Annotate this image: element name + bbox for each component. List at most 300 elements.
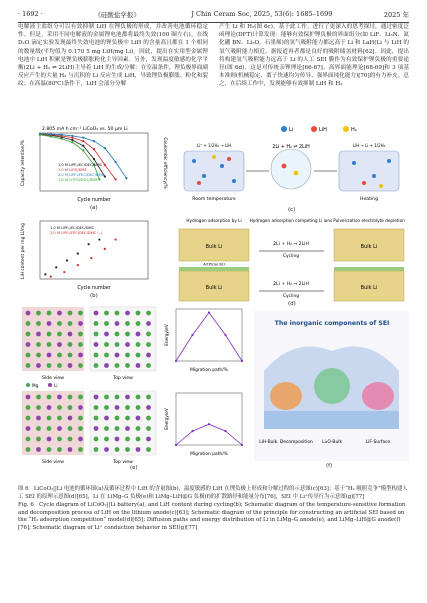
lattice-atom: [47, 447, 52, 452]
data-point: [104, 248, 106, 250]
energy-1-xlabel: Migration path/%: [190, 368, 228, 373]
lattice-atom: [125, 353, 130, 358]
data-point: [82, 140, 84, 142]
data-point: [175, 360, 177, 362]
legend-li: Li: [289, 127, 294, 133]
sei-title: The inorganic components of SEI: [274, 320, 390, 327]
lattice-atom: [57, 321, 62, 326]
data-point: [55, 266, 57, 268]
panel-d: [174, 215, 409, 307]
lattice-atom: [115, 426, 120, 431]
data-point: [125, 177, 127, 179]
data-point: [93, 148, 95, 150]
lattice-atom: [68, 395, 73, 400]
li-atom: [220, 164, 224, 168]
lattice-atom: [125, 426, 130, 431]
chart-a-legend-2: 1.0 M LiFSI/DME: [58, 168, 87, 172]
lattice-atom: [136, 395, 141, 400]
chart-b-legend-2: 2.0 M LiPF₆/FEC/DEC/DMC (..): [50, 231, 103, 235]
data-point: [77, 264, 79, 266]
lattice-atom: [36, 405, 41, 410]
lattice-atom: [68, 342, 73, 347]
lattice-atom: [36, 353, 41, 358]
lattice-atom: [36, 437, 41, 442]
data-point: [82, 149, 84, 151]
room-temperature-label: Room temperature: [192, 197, 236, 202]
lattice-atom: [47, 405, 52, 410]
li-substrate: [264, 411, 399, 429]
panel-label-d: (d): [288, 301, 296, 307]
lattice-atom: [47, 332, 52, 337]
lattice-atom: [26, 353, 31, 358]
data-point: [208, 311, 210, 313]
d-equation-2: 2Li + H₂ → 2LiH: [273, 282, 309, 287]
lattice-atom: [68, 405, 73, 410]
d-title-1: Hydrogen adsorption by Li: [186, 218, 242, 223]
lattice-atom: [36, 363, 41, 368]
lattice-atom: [146, 363, 151, 368]
data-point: [115, 161, 117, 163]
lattice-atom: [94, 363, 99, 368]
lattice-atom: [115, 405, 120, 410]
lattice-atom: [47, 437, 52, 442]
lattice-atom: [94, 342, 99, 347]
lattice-atom: [68, 353, 73, 358]
lattice-atom: [136, 311, 141, 316]
chart-b-legend-1: 1.0 M LiPF₆/EC/DEC/DMC: [50, 226, 95, 230]
lattice-atom: [68, 437, 73, 442]
lattice-atom: [94, 321, 99, 326]
lattice-atom: [57, 353, 62, 358]
data-point: [71, 141, 73, 143]
figure-6: [18, 121, 409, 479]
lattice-atom: [36, 321, 41, 326]
data-point: [241, 444, 243, 446]
data-point: [77, 252, 79, 254]
data-point: [93, 140, 95, 142]
data-point: [63, 271, 65, 273]
lattice-atom: [94, 447, 99, 452]
data-point: [66, 259, 68, 261]
panel-a: [18, 121, 168, 211]
chart-a-xlabel: Cycle number: [77, 198, 111, 203]
panel-label-f: (f): [326, 463, 333, 469]
data-point: [175, 444, 177, 446]
crystal-side-2: [22, 391, 84, 455]
lattice-atom: [146, 342, 151, 347]
lattice-atom: [78, 332, 83, 337]
chart-a-legend: [58, 163, 105, 182]
lattice-atom: [115, 437, 120, 442]
data-point: [61, 138, 63, 140]
lattice-atom: [125, 321, 130, 326]
lattice-atom: [146, 353, 151, 358]
data-point: [115, 178, 117, 180]
lattice-atom: [36, 416, 41, 421]
lattice-atom: [36, 447, 41, 452]
lattice-atom: [104, 395, 109, 400]
lattice-atom: [125, 363, 130, 368]
panel-f: [254, 311, 409, 473]
lattice-atom: [36, 395, 41, 400]
year: 2025 年: [383, 10, 409, 19]
lattice-atom: [136, 447, 141, 452]
lattice-atom: [104, 447, 109, 452]
lattice-atom: [47, 416, 52, 421]
lattice-atom: [57, 437, 62, 442]
d-title-3: Pulverization electrolyte depletion: [333, 218, 405, 223]
li-atom: [202, 174, 206, 178]
lattice-atom: [68, 311, 73, 316]
li-atom: [192, 159, 196, 163]
lattice-atom: [104, 311, 109, 316]
lattice-atom: [125, 332, 130, 337]
lattice-atom: [78, 342, 83, 347]
lattice-atom: [26, 447, 31, 452]
lattice-atom: [78, 405, 83, 410]
data-point: [98, 178, 100, 180]
li-atom: [387, 159, 391, 163]
li-atom: [352, 161, 356, 165]
data-point: [93, 158, 95, 160]
lattice-atom: [47, 342, 52, 347]
lattice-atom: [104, 342, 109, 347]
series-line-0: [176, 424, 242, 445]
crystal-top-1: [90, 307, 156, 371]
lattice-atom: [57, 332, 62, 337]
data-point: [224, 430, 226, 432]
energy-chart-1-frame: [176, 309, 242, 361]
lattice-atom: [94, 311, 99, 316]
journal-cn: 《硅酸盐学报》: [94, 10, 140, 19]
lattice-atom: [125, 447, 130, 452]
crystal-side-1: [22, 307, 84, 371]
lattice-atom: [146, 332, 151, 337]
series-line-0: [176, 313, 242, 362]
lattice-atom: [94, 416, 99, 421]
chart-b-marks: [44, 238, 116, 277]
legend-mg: Mg: [32, 383, 39, 388]
chart-a-ylabel-right: Coulombic efficiency/%: [162, 137, 167, 189]
lattice-atom: [26, 426, 31, 431]
lattice-atom: [78, 447, 83, 452]
lattice-atom: [26, 437, 31, 442]
lattice-atom: [26, 416, 31, 421]
data-point: [44, 273, 46, 275]
lih-atom: [197, 181, 201, 185]
reaction-bubble: [271, 149, 311, 189]
panel-e: [18, 301, 248, 473]
lattice-atom: [146, 437, 151, 442]
lattice-atom: [26, 321, 31, 326]
lattice-atom: [146, 416, 151, 421]
data-point: [71, 139, 73, 141]
lattice-atom: [57, 395, 62, 400]
lattice-atom: [104, 353, 109, 358]
lattice-atom: [78, 353, 83, 358]
lattice-atom: [136, 321, 141, 326]
lattice-atom: [125, 342, 130, 347]
lattice-atom: [136, 405, 141, 410]
data-point: [115, 238, 117, 240]
lattice-atom: [78, 426, 83, 431]
bulk-li-label-3: Bulk Li: [205, 285, 223, 291]
lattice-atom: [68, 363, 73, 368]
artificial-sei-1: [179, 267, 249, 271]
view-label-1: Side view: [42, 376, 64, 381]
electrode-right: [339, 151, 399, 191]
lattice-atom: [136, 416, 141, 421]
lattice-atom: [47, 311, 52, 316]
lattice-atom: [146, 311, 151, 316]
lattice-atom: [94, 332, 99, 337]
data-point: [50, 135, 52, 137]
chart-a-legend-3: 2.0 M LiPF₆/FEC/DEC/DMC: [58, 173, 105, 177]
bulk-li-label-4: Bulk Li: [360, 285, 378, 291]
lattice-atom: [57, 405, 62, 410]
energy-1-ylabel: Energy/eV: [164, 324, 169, 346]
data-point: [208, 423, 210, 425]
lattice-atom: [78, 311, 83, 316]
view-label-4: Top view: [113, 460, 133, 465]
legend-lih-dot: [311, 126, 317, 132]
legend-li-dot: [281, 126, 287, 132]
panel-label-b: (b): [90, 293, 98, 299]
journal-citation: J Chin Ceram Soc, 2025, 53(6): 1685–1699: [191, 10, 333, 18]
h2-molecule: [294, 171, 299, 176]
lattice-atom: [68, 447, 73, 452]
chart-a-legend-4: 1.0 M LiTFSI/DOL/DME: [58, 178, 98, 182]
crystal-top-2: [90, 391, 156, 455]
data-point: [90, 257, 92, 259]
body-text-right: 产生 Li 和 H₂(图 6c)。基于此工作，进行了更深入的思考探讨，通过密度泛函理论(DFT)计算发现：能够有效保护锂负极的界面组分(如 LiF、Li₃N、氮化硼 BN、Li₂O、石墨烯)的氢气吸附能力都远高于 Li 和 LaH(Li 与 LiH 的氢气吸附能力相近。据报道再者都是良好的吸附储氢材料[62]。因此，提出将构建氢气吸附能力远高于 Li 的人工 SEI 膜作为有效保护锂负极的重要途径(图 6d)，这是对传统亲锂理论[66-67]、高界面能理论[68-69]和 3 项基本准则(机械稳定、离子快速均匀传导、强界面钝化能力)[70]的有力补充。总之，在后续工作中，发现能够有效抑制 LiH 和 H₂: [219, 24, 409, 88]
energy-2-xlabel: Migration path/%: [190, 452, 228, 457]
schematic-d: [174, 215, 409, 307]
lih-particle: [270, 382, 302, 410]
panel-c: [174, 121, 409, 213]
data-point: [191, 430, 193, 432]
lattice-atom: [104, 363, 109, 368]
figure-caption: [18, 486, 409, 534]
lattice-atom: [47, 353, 52, 358]
f-label-3: LiF-Surface: [365, 440, 391, 445]
lattice-atom: [26, 405, 31, 410]
lattice-atom: [36, 426, 41, 431]
lattice-atom: [125, 395, 130, 400]
lattice-atom: [78, 395, 83, 400]
lattice-atom: [47, 363, 52, 368]
d-cycling-2: Cycling: [282, 294, 300, 299]
lattice-atom: [94, 405, 99, 410]
lattice-atom: [68, 321, 73, 326]
lattice-atom: [115, 342, 120, 347]
data-point: [50, 133, 52, 135]
caption-en: Fig. 6 Cycle diagram of LiCoO₂||Li battery(a), and LiH content during cycling(b); Schematic diagram of the temperature-sensitive formation and decomposition process of LiH on the lithium anode(c)[63]; Schematic diagram of the principle for constructing an artificial SEI based on the “H₂ adsorption competition” model(d)[65]; Diffusion paths and energy distribution of Li in LiMg–G anode(e), and LiMg–LiH@G anode(f)[76]; Schematic diagram of Li⁺ conduction behavior in SEI(g)[77]: [18, 502, 406, 531]
h2-molecule: [212, 155, 216, 159]
lattice-atom: [104, 332, 109, 337]
chart-b-xlabel: Cycle number: [77, 286, 111, 291]
lattice-atom: [57, 426, 62, 431]
lattice-atom: [78, 437, 83, 442]
schematic-c: [174, 121, 409, 213]
data-point: [82, 145, 84, 147]
lih-atom: [362, 181, 366, 185]
lattice-atom: [57, 363, 62, 368]
lattice-atom: [36, 342, 41, 347]
view-label-3: Side view: [42, 460, 64, 465]
lattice-atom: [115, 363, 120, 368]
lattice-atom: [36, 332, 41, 337]
legend-li-e-dot: [48, 383, 52, 387]
lattice-atom: [136, 363, 141, 368]
lattice-atom: [115, 332, 120, 337]
lattice-atom: [78, 321, 83, 326]
lattice-atom: [104, 321, 109, 326]
lattice-atom: [26, 363, 31, 368]
lattice-atom: [104, 405, 109, 410]
data-point: [71, 135, 73, 137]
bulk-li-label-2: Bulk Li: [360, 244, 378, 250]
lattice-atom: [115, 353, 120, 358]
lattice-atom: [68, 416, 73, 421]
lattice-atom: [146, 395, 151, 400]
lattice-atom: [104, 416, 109, 421]
lattice-atom: [36, 311, 41, 316]
lattice-atom: [57, 447, 62, 452]
body-column-right: [219, 23, 409, 89]
data-point: [104, 147, 106, 149]
data-point: [61, 134, 63, 136]
lattice-atom: [57, 416, 62, 421]
lattice-atom: [104, 437, 109, 442]
energy-2-ylabel: Energy/eV: [164, 408, 169, 430]
d-cycling-1: Cycling: [282, 254, 300, 259]
lattice-atom: [146, 426, 151, 431]
page-header: [18, 8, 409, 23]
panel-b: [18, 215, 168, 299]
li-atom: [372, 174, 376, 178]
artificial-sei-2: [334, 267, 404, 271]
left-equation: Li⁺ + 1/2H₂ → LiH: [196, 143, 232, 148]
data-point: [191, 334, 193, 336]
lattice-atom: [136, 437, 141, 442]
chart-a-ylabel: Capacity retention/%: [21, 139, 26, 187]
lih-atom: [282, 164, 287, 169]
caption-cn: 图 6 LiCoO₂||Li 电池的循环图(a)及循环过程中 LiH 的含量图(b)，温度敏感的 LiH 在锂负极上形成和分解过程的示意图(c)[63]；基于“H₂ 吸附竞争”模型构建人工 SEI 的原理示意图(d)[65]，Li 在 LiMg–G 负极(e)和 LiMg–LiH@G 负极(f)的扩散路径和能量分布[76]，SEI 中 Li⁺传导行为示意图(g)[77]: [18, 486, 408, 500]
chart-a-legend-1: 1.0 M LiPF₆/EC/DEC/DMC: [58, 163, 103, 167]
body-column-left: [18, 23, 208, 89]
data-point: [224, 334, 226, 336]
lattice-atom: [78, 416, 83, 421]
chart-a: [18, 121, 168, 205]
lattice-atom: [94, 395, 99, 400]
chart-b-ylabel: LiH content per mg Li/mg: [21, 223, 26, 279]
lattice-atom: [26, 342, 31, 347]
lattice-atom: [94, 437, 99, 442]
data-point: [104, 164, 106, 166]
lattice-atom: [136, 332, 141, 337]
lattice-atom: [115, 321, 120, 326]
panel-label-a: (a): [90, 205, 98, 211]
lattice-atom: [146, 405, 151, 410]
lattice-atom: [47, 426, 52, 431]
chart-a-title: 2.805 mA h cm⁻² LiCoO₂ vs. 50 μm Li: [42, 127, 128, 132]
lattice-atom: [26, 332, 31, 337]
reaction-equation: 2Li + H₂ ⇌ 2LiH: [272, 145, 310, 150]
lattice-atom: [68, 332, 73, 337]
energy-chart-2-frame: [176, 393, 242, 445]
lattice-atom: [136, 426, 141, 431]
body-text-left: 电解液主盐组分可以有效抑制 LiH 在锂负极的形成，并改善电池循环稳定性。但是，采用不同电解液的金属锂电池都将最终失效(100 圈左右)。在线 D₂O 滴定实验发现最终失效电池的锂负极中 LiH 的含量高且都在 1 个相同的数量级(平均值为 0.170 5 mg LiH/mg Li)。因此，提出在实用型金属锂电池中 LiH 积累是锂负极膨胀粉化主导因素。另外，发现温度敏感的化学平衡(2Li + H₂ ⇌ 2LiH)主导着 LiH 的生成/分解：在室温条件，锂负极界面副反应产生的大量 H₂ 与沉积的 Li 反应生成 LiH，导致锂负极膨胀、粉化和裂纹；在高温(80℃)条件下，LiH 会部分分解: [18, 24, 208, 88]
lattice-atom: [94, 353, 99, 358]
legend-h2-dot: [343, 126, 349, 132]
lih-atom: [227, 157, 231, 161]
legend-h2: H₂: [351, 127, 357, 133]
lattice-atom: [57, 342, 62, 347]
lattice-atom: [115, 447, 120, 452]
lattice-atom: [125, 311, 130, 316]
heating-label: Heating: [359, 197, 379, 202]
li2o-particle: [314, 368, 350, 404]
lattice-atom: [78, 363, 83, 368]
legend-c: [281, 126, 357, 133]
lattice-atom: [125, 405, 130, 410]
lattice-atom: [125, 416, 130, 421]
panel-f-graphics: [254, 311, 409, 473]
f-label-1: LiH-Bulk. Decomposition: [259, 440, 313, 445]
energy-chart-marks: [175, 311, 243, 446]
lattice-atom: [136, 342, 141, 347]
lattice-atom: [57, 311, 62, 316]
bulk-li-label-1: Bulk Li: [205, 244, 223, 250]
data-point: [88, 243, 90, 245]
panel-label-c: (c): [288, 207, 296, 213]
lattice-atom: [68, 426, 73, 431]
lattice-atom: [26, 395, 31, 400]
lif-particle: [362, 382, 394, 410]
lattice-atom: [146, 321, 151, 326]
lattice-atom: [47, 321, 52, 326]
f-label-2: Li₂O-Bulk: [322, 440, 342, 445]
lattice-atom: [115, 311, 120, 316]
data-point: [39, 134, 41, 136]
d-equation-1: 2Li + H₂ → 2LiH: [273, 242, 309, 247]
data-point: [98, 238, 100, 240]
lattice-atom: [146, 447, 151, 452]
page-number: · 1692 ·: [18, 10, 43, 18]
chart-b: [18, 215, 168, 295]
h2-molecule: [379, 184, 383, 188]
data-point: [50, 276, 52, 278]
data-point: [82, 137, 84, 139]
legend-mg-dot: [26, 383, 30, 387]
panel-label-e: (e): [130, 465, 138, 471]
data-point: [241, 360, 243, 362]
lattice-atom: [115, 395, 120, 400]
d-title-2: Hydrogen adsorption competing Li ions: [249, 218, 333, 223]
legend-li-e: Li: [54, 383, 58, 388]
lattice-atom: [26, 311, 31, 316]
lattice-atom: [136, 353, 141, 358]
legend-lih: LiH: [319, 127, 327, 133]
lattice-atom: [104, 426, 109, 431]
d-sei-label: Artificial SEI: [203, 262, 225, 267]
lattice-atom: [115, 416, 120, 421]
right-equation: LiH → Li + 1/2H₂: [352, 143, 386, 148]
lattice-atom: [47, 395, 52, 400]
lattice-atom: [94, 426, 99, 431]
lattice-atom: [125, 437, 130, 442]
